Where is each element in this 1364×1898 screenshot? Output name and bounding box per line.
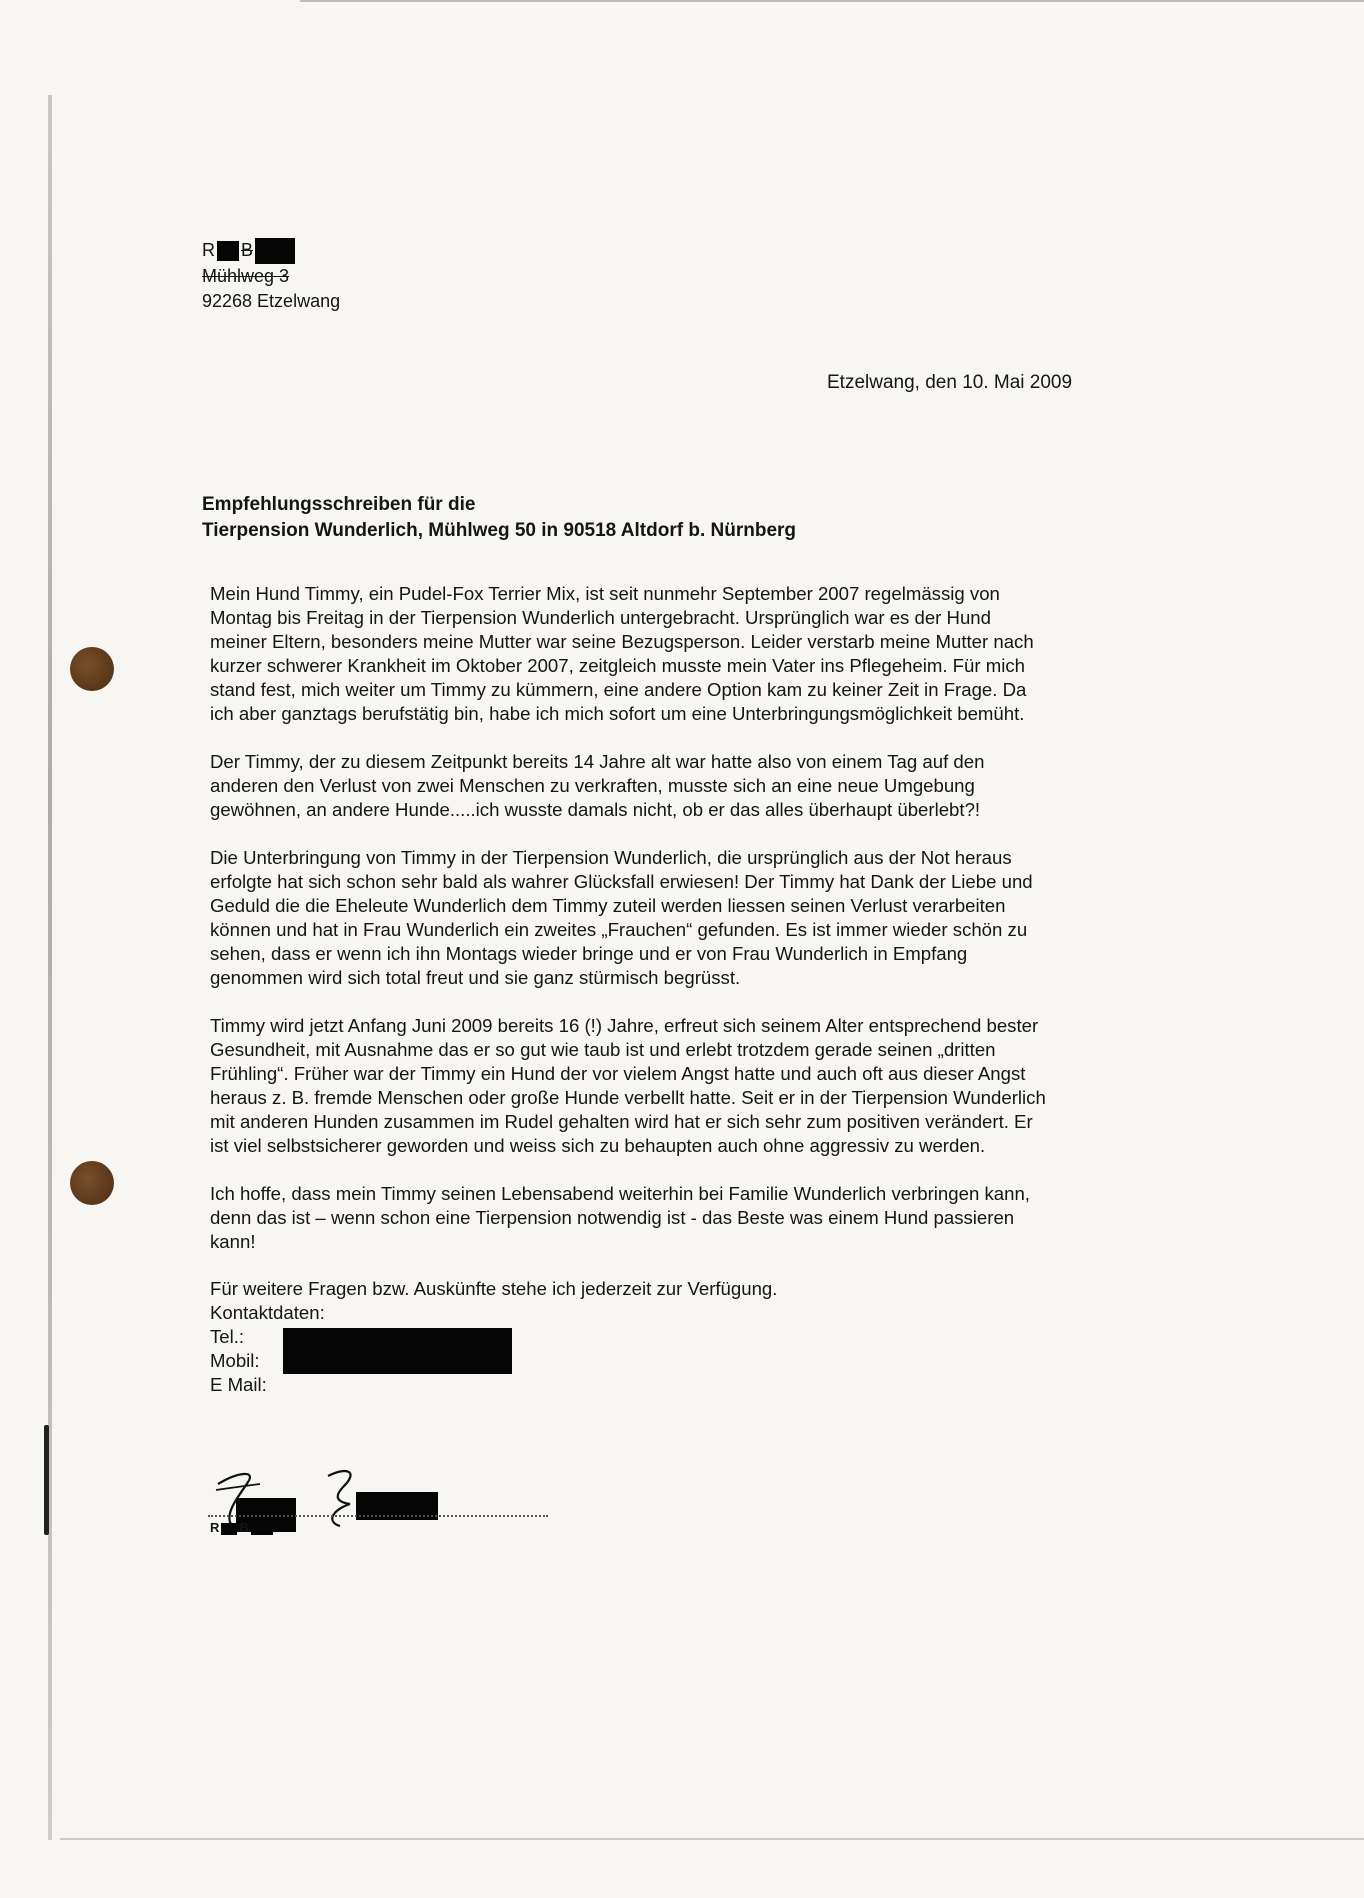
contact-redaction (283, 1328, 512, 1374)
punch-hole-lower (70, 1161, 114, 1205)
contact-heading: Kontaktdaten: (210, 1302, 325, 1323)
text-line: stand fest, mich weiter um Timmy zu kümmern, eine andere Option kam zu keiner Zeit in Frage. Da (210, 679, 1027, 700)
paragraph (210, 582, 1185, 726)
paragraph (210, 1182, 1185, 1254)
signature-name (210, 1520, 273, 1535)
paragraph (210, 1014, 1185, 1158)
text-line: kurzer schwerer Krankheit im Oktober 2007, zeitgleich musste mein Vater ins Pflegeheim. Für mich (210, 655, 1026, 676)
email-label: E Mail: (210, 1374, 267, 1395)
letter-subject (202, 492, 796, 544)
text-line: kann! (210, 1231, 256, 1252)
text-line: mit anderen Hunden zusammen im Rudel gehalten wird hat er sich sehr zum positiven verändert. Er (210, 1111, 1033, 1132)
text-line: erfolgte hat sich schon sehr bald als wahrer Glücksfall erwiesen! Der Timmy hat Dank der Liebe und (210, 871, 1033, 892)
subject-line: Empfehlungsschreiben für die (202, 494, 476, 515)
tel-label: Tel.: (210, 1326, 245, 1347)
subject-line: Tierpension Wunderlich, Mühlweg 50 in 90518 Altdorf b. Nürnberg (202, 520, 797, 541)
redaction-bar (255, 238, 295, 264)
text-line: sehen, dass er wenn ich ihn Montags wieder bringe und er von Frau Wunderlich in Empfang (210, 943, 968, 964)
mobil-label: Mobil: (210, 1350, 260, 1371)
text-line: Die Unterbringung von Timmy in der Tierpension Wunderlich, die ursprünglich aus der Not heraus (210, 847, 1012, 868)
sender-city: 92268 Etzelwang (202, 291, 341, 312)
punch-hole-upper (70, 647, 114, 691)
text-line: können und hat in Frau Wunderlich ein zweites „Frauchen“ gefunden. Es ist immer wieder schön zu (210, 919, 1028, 940)
text-line: Gesundheit, mit Ausnahme das er so gut wie taub ist und erlebt trotzdem gerade seinen „dritten (210, 1039, 996, 1060)
text-line: ist viel selbstsicherer geworden und weiss sich zu behaupten auch ohne aggressiv zu werden. (210, 1135, 986, 1156)
paragraph (210, 750, 1185, 822)
text-line: anderen den Verlust von zwei Menschen zu verkraften, musste sich an eine neue Umgebung (210, 775, 975, 796)
redaction-bar (251, 1523, 273, 1535)
text-line: Timmy wird jetzt Anfang Juni 2009 bereits 16 (!) Jahre, erfreut sich seinem Alter entsprechend bester (210, 1015, 1039, 1036)
sender-street: Mühlweg 3 (202, 266, 290, 287)
sender-address (202, 238, 340, 314)
signature-line (208, 1515, 548, 1517)
letter-date: Etzelwang, den 10. Mai 2009 (827, 372, 1073, 393)
sender-surname-initial: B (241, 240, 254, 260)
contact-intro: Für weitere Fragen bzw. Auskünfte stehe ich jederzeit zur Verfügung. (210, 1278, 778, 1299)
text-line: Ich hoffe, dass mein Timmy seinen Lebensabend weiterhin bei Familie Wunderlich verbringen kann, (210, 1183, 1030, 1204)
scan-edge-bottom (60, 1838, 1364, 1840)
sender-name (202, 238, 340, 264)
redaction-bar (221, 1523, 237, 1535)
text-line: Mein Hund Timmy, ein Pudel-Fox Terrier Mix, ist seit nunmehr September 2007 regelmässig von (210, 583, 1000, 604)
signature-initial: B (239, 1520, 249, 1535)
letter-body (210, 582, 1185, 1278)
scan-edge-left (48, 95, 52, 1840)
redaction-bar (217, 241, 239, 261)
scan-edge-top (300, 0, 1364, 2)
text-line: ich aber ganztags berufstätig bin, habe ich mich sofort um eine Unterbringungsmöglichkeit bemüht. (210, 703, 1025, 724)
text-line: Frühling“. Früher war der Timmy ein Hund der vor vielem Angst hatte und auch oft aus dieser Angst (210, 1063, 1026, 1084)
text-line: Geduld die die Eheleute Wunderlich dem Timmy zuteil werden liessen seinen Verlust verarbeiten (210, 895, 1006, 916)
signature-initial: R (210, 1520, 220, 1535)
text-line: Montag bis Freitag in der Tierpension Wunderlich untergebracht. Ursprünglich war es der Hund (210, 607, 991, 628)
scan-mark (44, 1425, 49, 1535)
text-line: gewöhnen, an andere Hunde.....ich wusste damals nicht, ob er das alles überhaupt überlebt?! (210, 799, 981, 820)
text-line: Der Timmy, der zu diesem Zeitpunkt bereits 14 Jahre alt war hatte also von einem Tag auf den (210, 751, 985, 772)
text-line: genommen wird sich total freut und sie ganz stürmisch begrüsst. (210, 967, 741, 988)
text-line: heraus z. B. fremde Menschen oder große Hunde verbellt hatte. Seit er in der Tierpension Wunderlich (210, 1087, 1046, 1108)
paragraph (210, 846, 1185, 990)
text-line: meiner Eltern, besonders meine Mutter war seine Bezugsperson. Leider verstarb meine Mutter nach (210, 631, 1034, 652)
text-line: denn das ist – wenn schon eine Tierpension notwendig ist - das Beste was einem Hund passieren (210, 1207, 1015, 1228)
sender-name-initial: R (202, 240, 215, 260)
